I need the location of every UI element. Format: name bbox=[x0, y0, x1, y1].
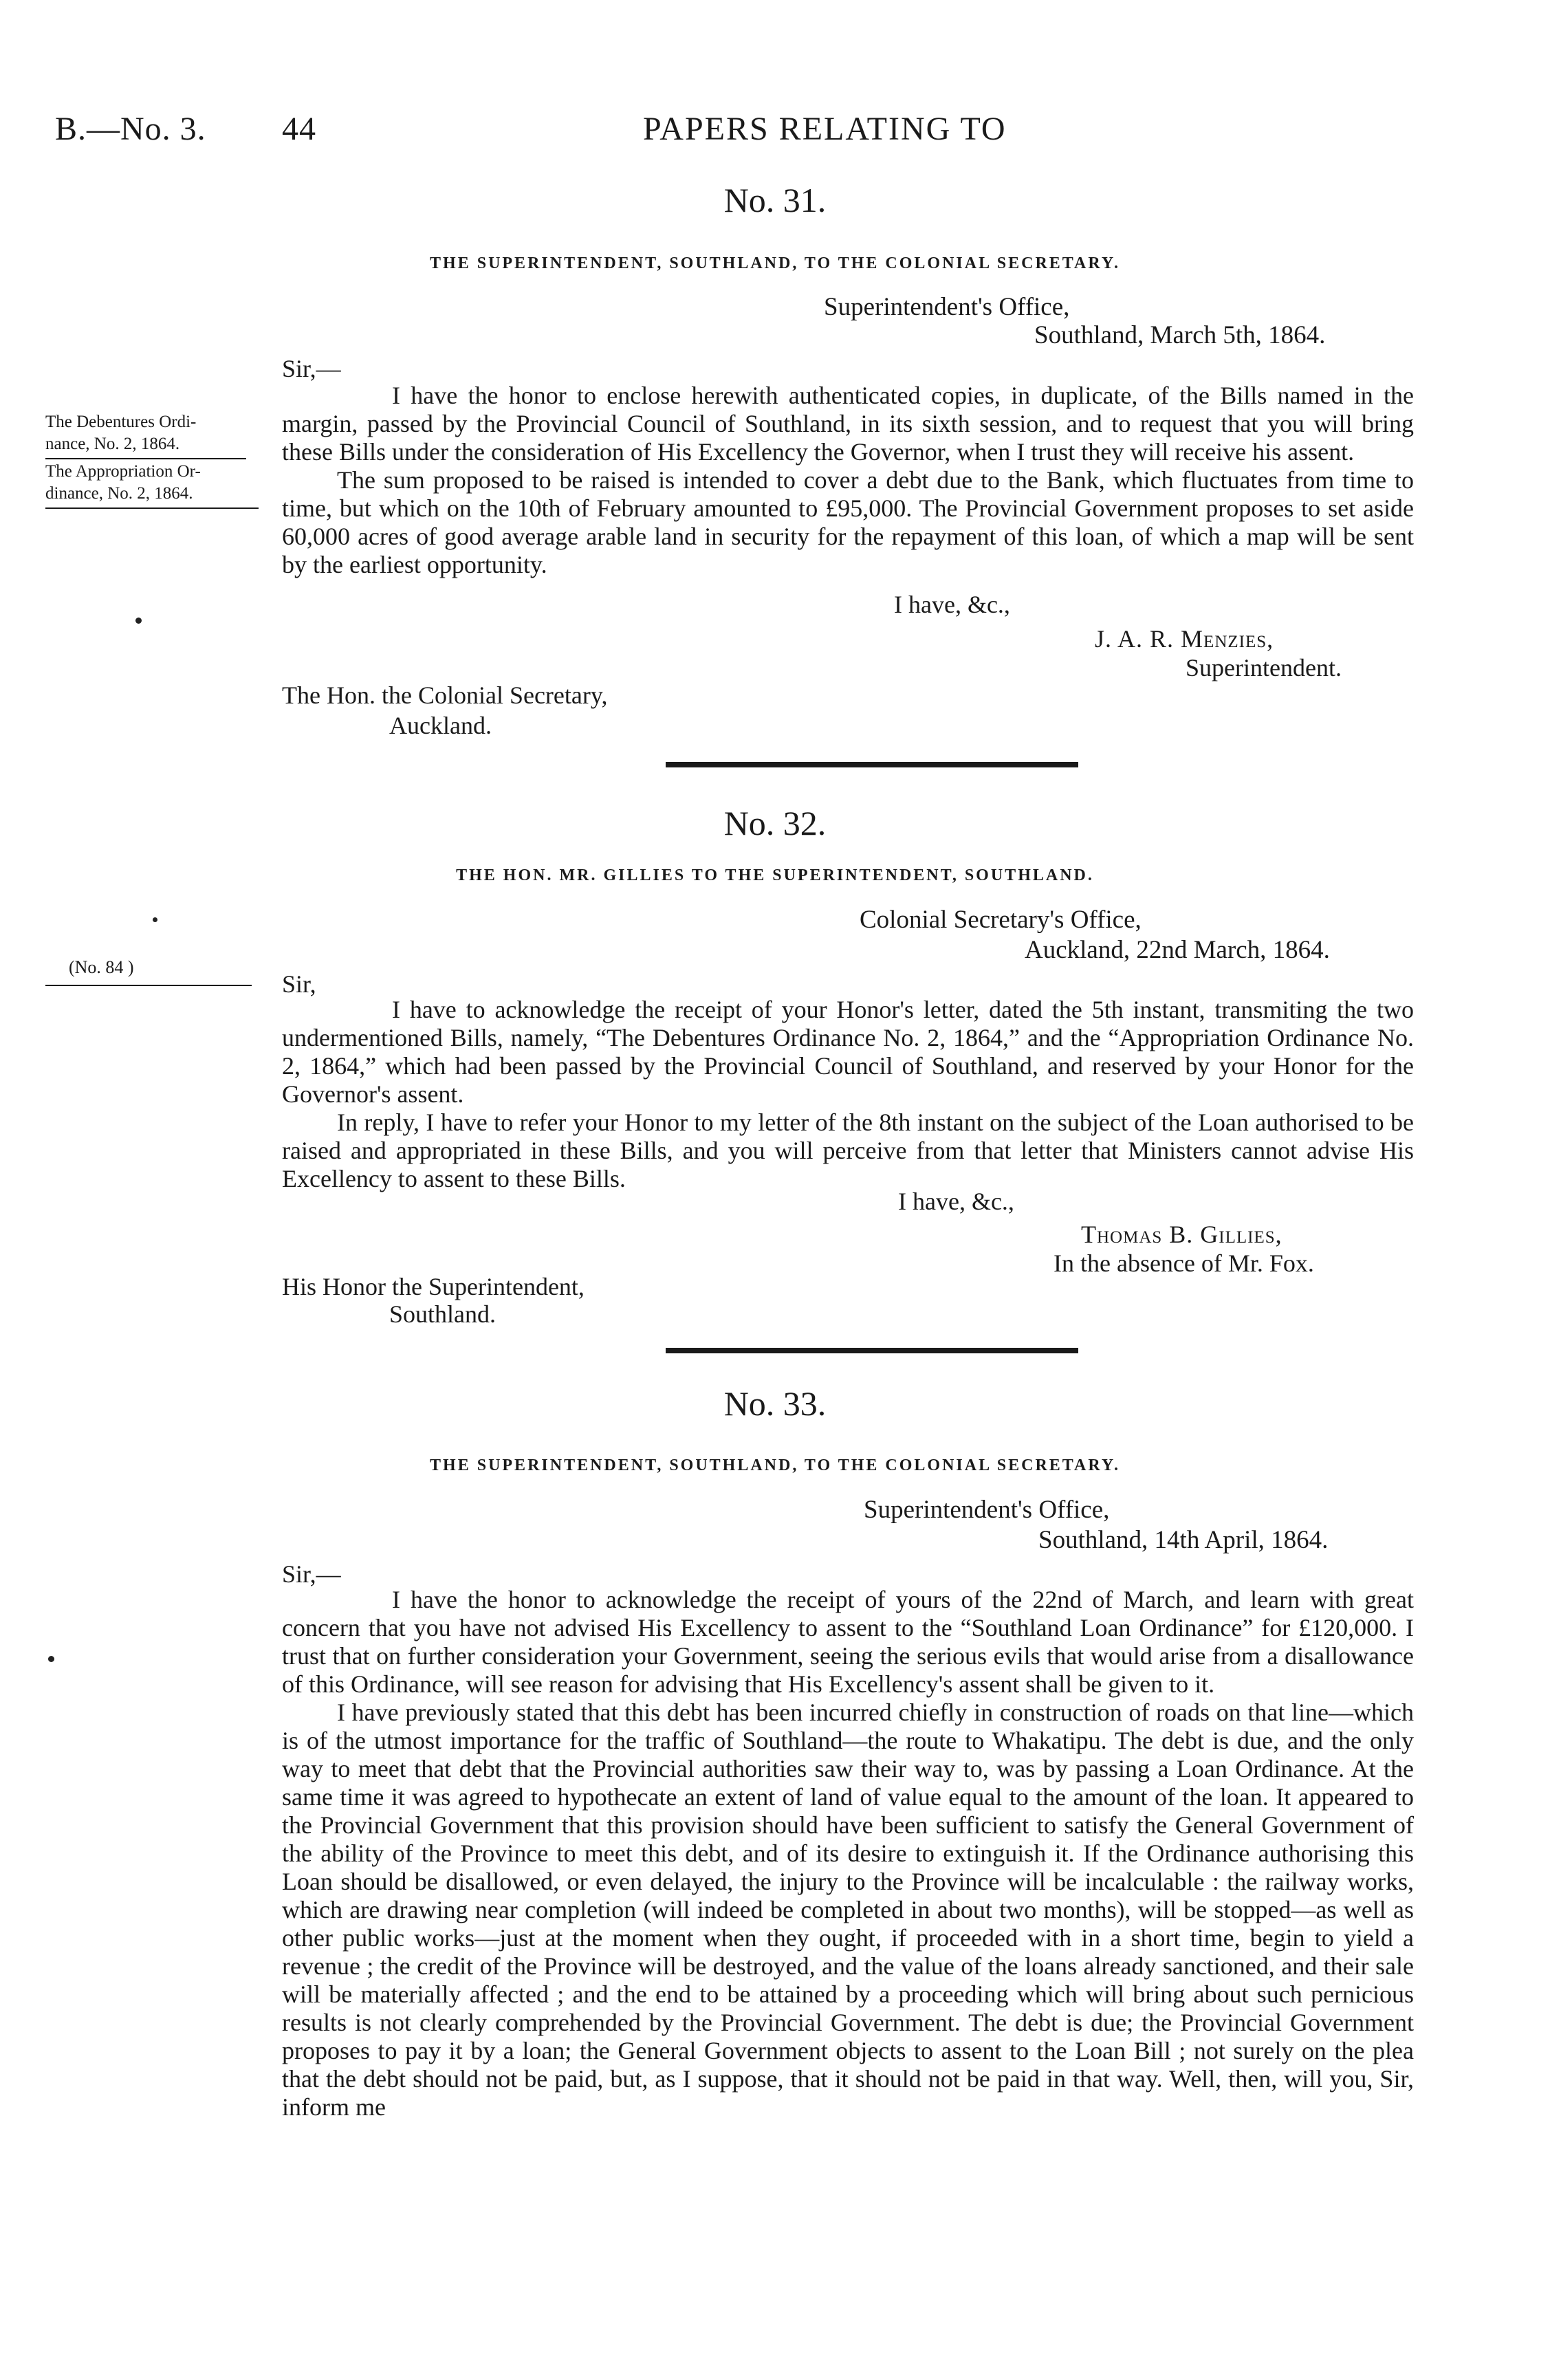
margin-note-line: The Debentures Ordi- bbox=[45, 413, 197, 431]
doc33-heading: THE SUPERINTENDENT, SOUTHLAND, TO THE COLONIAL SECRETARY. bbox=[430, 1456, 1120, 1474]
doc32-signature: Thomas B. Gillies, bbox=[1081, 1221, 1282, 1248]
doc31-salutation: Sir,— bbox=[282, 355, 341, 382]
margin-divider bbox=[45, 985, 252, 986]
doc32-office: Colonial Secretary's Office, bbox=[860, 906, 1142, 934]
doc32-recipient-line1: His Honor the Superintendent, bbox=[282, 1273, 585, 1300]
margin-divider bbox=[45, 507, 259, 509]
doc31-paragraph: The sum proposed to be raised is intended to cover a debt due to the Bank, which fluctuates from time to time, but which on the 10th of February amounted to £95,000. The Provincial Government proposes to set aside 60,000 acres of good average arable land in security for the repayment of this loan, of which a map will be sent by the earliest opportunity. bbox=[282, 466, 1414, 578]
doc32-heading: THE HON. MR. GILLIES TO THE SUPERINTENDENT, SOUTHLAND. bbox=[456, 866, 1094, 884]
doc32-paragraph: I have to acknowledge the receipt of your Honor's letter, dated the 5th instant, transmiting the two undermentioned Bills, namely, “The Debentures Ordinance No. 2, 1864,” and the “Appropriation Ordinance No. 2, 1864,” which had been passed by the Provincial Council of Southland, and reserved by your Honor for the Governor's assent. bbox=[282, 996, 1414, 1108]
doc33-number: No. 33. bbox=[723, 1384, 827, 1423]
page-number: 44 bbox=[282, 111, 316, 147]
section-rule bbox=[666, 762, 1078, 767]
doc33-salutation: Sir,— bbox=[282, 1560, 341, 1588]
doc31-heading: THE SUPERINTENDENT, SOUTHLAND, TO THE COLONIAL SECRETARY. bbox=[430, 254, 1120, 272]
doc33-office: Superintendent's Office, bbox=[864, 1496, 1110, 1524]
doc31-closing: I have, &c., bbox=[894, 591, 1010, 618]
doc33-paragraph: I have the honor to acknowledge the receipt of yours of the 22nd of March, and learn with great concern that you have not advised His Excellency to assent to the “Southland Loan Ordinance” for £120,000. I trust that on further consideration your Government, seeing the serious evils that would arise from a disallowance of this Ordinance, will see reason for advising that His Excellency's assent shall be given to it. bbox=[282, 1586, 1414, 1698]
series-label: B.—No. 3. bbox=[55, 111, 206, 147]
doc31-margin-notes bbox=[45, 411, 252, 455]
print-speck bbox=[135, 618, 142, 624]
doc31-body bbox=[282, 382, 1414, 579]
doc32-salutation: Sir, bbox=[282, 970, 316, 998]
margin-note-line: dinance, No. 2, 1864. bbox=[45, 484, 193, 503]
doc31-signature: J. A. R. Menzies, bbox=[1095, 625, 1274, 653]
doc33-place-date: Southland, 14th April, 1864. bbox=[1038, 1526, 1329, 1554]
doc32-place-date: Auckland, 22nd March, 1864. bbox=[1025, 936, 1330, 964]
margin-note-line: The Appropriation Or- bbox=[45, 462, 201, 481]
margin-divider bbox=[45, 458, 246, 459]
doc32-number: No. 32. bbox=[723, 804, 827, 842]
doc32-margin-reference: (No. 84 ) bbox=[69, 957, 134, 977]
doc31-signature-title: Superintendent. bbox=[1186, 654, 1342, 681]
doc32-recipient-line2: Southland. bbox=[389, 1300, 496, 1328]
doc31-paragraph: I have the honor to enclose herewith authenticated copies, in duplicate, of the Bills named in the margin, passed by the Provincial Council of Southland, in its sixth session, and to request that you will bring these Bills under the consideration of His Excellency the Governor, when I trust they will receive his assent. bbox=[282, 382, 1414, 466]
doc31-place-date: Southland, March 5th, 1864. bbox=[1034, 321, 1326, 349]
doc31-office: Superintendent's Office, bbox=[824, 293, 1070, 321]
print-speck bbox=[153, 917, 157, 922]
doc33-body bbox=[282, 1586, 1414, 2121]
doc32-closing: I have, &c., bbox=[898, 1188, 1014, 1215]
doc33-paragraph: I have previously stated that this debt has been incurred chiefly in construction of roads on that line—which is of the utmost importance for the traffic of Southland—the route to Whakatipu. The debt is due, and the only way to meet that debt that the Provincial authorities saw their way to, was by passing a Loan Ordinance. At the same time it was agreed to hypothecate an extent of land of value equal to the amount of the loan. It appeared to the Provincial Government that this provision should have been sufficient to satisfy the General Government of the ability of the Province to meet this debt, and of its desire to extinguish it. If the Ordinance authorising this Loan should be disallowed, or even delayed, the injury to the Province will be incalculable : the railway works, which are drawing near completion (will indeed be completed in about two months), will be stopped—as well as other public works—just at the moment when they ought, if proceeded with in a short time, begin to yield a revenue ; the credit of the Province will be destroyed, and the value of the loans already sanctioned, and their sale will be materially affected ; and the end to be attained by a proceeding which will bring about such pernicious results is not clearly comprehended by the Provincial Government. The debt is due; the Provincial Government proposes to pay it by a loan; the General Government objects to assent to the Loan Bill ; not surely on the plea that the debt should not be paid, but, as I suppose, that it should not be paid in that way. Well, then, will you, Sir, inform me bbox=[282, 1699, 1414, 2121]
print-speck bbox=[48, 1656, 54, 1662]
doc32-signature-title: In the absence of Mr. Fox. bbox=[1054, 1249, 1314, 1277]
doc31-recipient-line1: The Hon. the Colonial Secretary, bbox=[282, 681, 608, 709]
margin-note-line: nance, No. 2, 1864. bbox=[45, 435, 180, 453]
doc31-number: No. 31. bbox=[723, 181, 827, 219]
section-rule bbox=[666, 1348, 1078, 1353]
doc32-paragraph: In reply, I have to refer your Honor to my letter of the 8th instant on the subject of the Loan authorised to be raised and appropriated in these Bills, and you will perceive from that letter that Ministers cannot advise His Excellency to assent to these Bills. bbox=[282, 1109, 1414, 1192]
doc31-recipient-line2: Auckland. bbox=[389, 712, 492, 739]
doc32-body bbox=[282, 996, 1414, 1193]
doc31-margin-notes-2 bbox=[45, 461, 252, 505]
running-title: PAPERS RELATING TO bbox=[643, 111, 1007, 147]
